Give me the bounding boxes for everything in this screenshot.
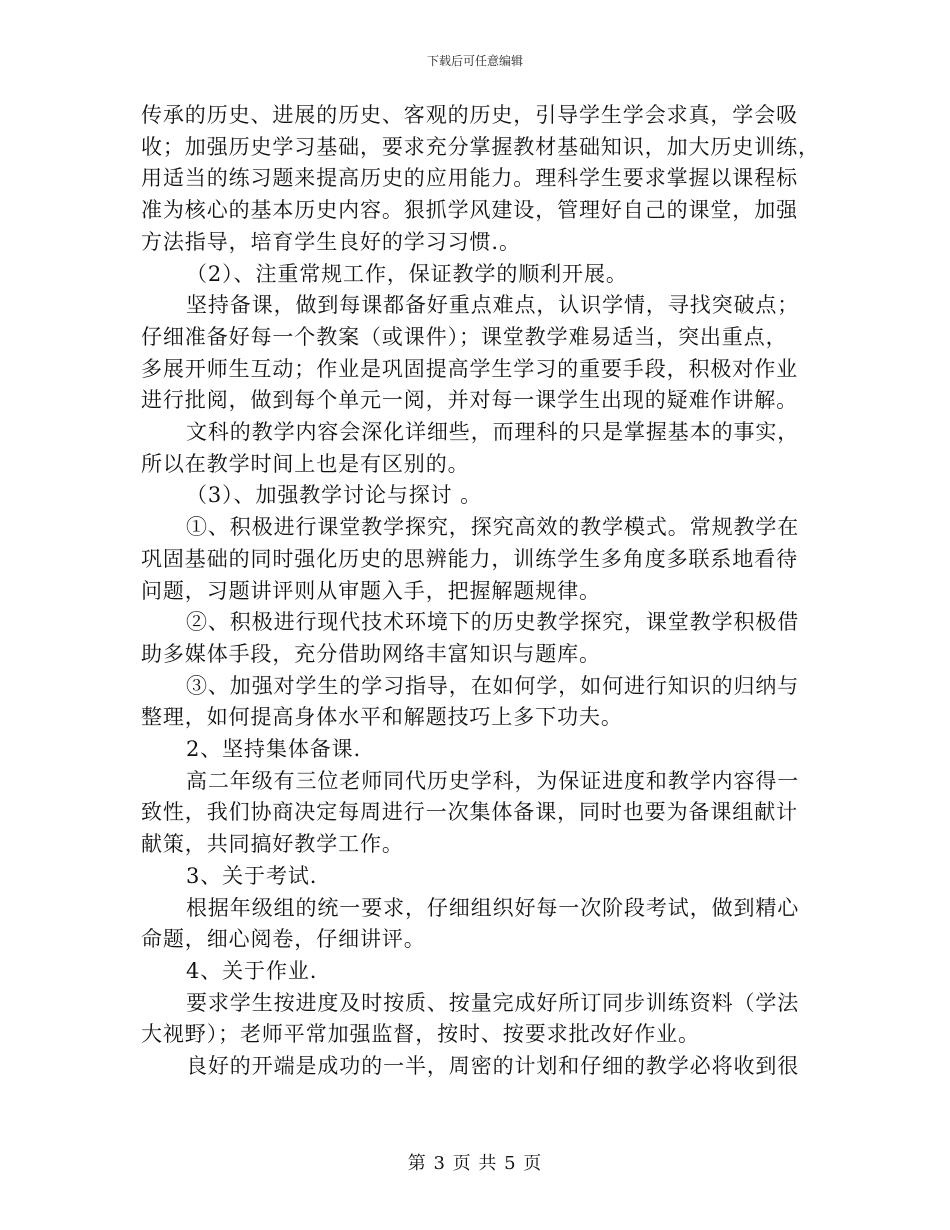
paragraph-line: 问题，习题讲评则从审题入手，把握解题规律。 [141,578,601,603]
paragraph-line: 文科的教学内容会深化详细些，而理科的只是掌握基本的事实， [186,420,800,445]
section-heading: 4、关于作业. [186,958,318,983]
section-heading: （3）、加强教学讨论与探讨 。 [186,483,483,508]
paragraph-line: 所以在教学时间上也是有区别的。 [141,451,470,476]
paragraph-line: ③、加强对学生的学习指导，在如何学，如何进行知识的归纳与 [186,673,800,698]
paragraph-line: 良好的开端是成功的一半，周密的计划和仔细的教学必将收到很 [186,1054,800,1079]
paragraph-line: ①、积极进行课堂教学探究，探究高效的教学模式。常规教学在 [186,515,800,540]
paragraph-line: 命题，细心阅卷，仔细讲评。 [141,927,426,952]
paragraph-line: 用适当的练习题来提高历史的应用能力。理科学生要求掌握以课程标 [141,166,798,191]
paragraph-line: 坚持备课，做到每课都备好重点难点，认识学情，寻找突破点； [186,293,800,318]
paragraph-line: 助多媒体手段，充分借助网络丰富知识与题库。 [141,641,601,666]
paragraph-line: 仔细准备好每一个教案（或课件）；课堂教学难易适当，突出重点， [141,324,788,349]
paragraph-line: 致性，我们协商决定每周进行一次集体备课，同时也要为备课组献计 [141,800,798,825]
paragraph-line: ②、积极进行现代技术环境下的历史教学探究，课堂教学积极借 [186,610,800,635]
paragraph-line: 多展开师生互动；作业是巩固提高学生学习的重要手段，积极对作业 [141,356,798,381]
page-header: 下载后可任意编辑 [426,54,523,68]
paragraph-line: 要求学生按进度及时按质、按量完成好所订同步训练资料（学法 [186,990,800,1015]
section-heading: （2）、注重常规工作，保证教学的顺利开展。 [186,261,628,286]
document-body [141,100,820,1083]
paragraph-line: 进行批阅，做到每个单元一阅，并对每一课学生出现的疑难作讲解。 [141,388,798,413]
paragraph-line: 根据年级组的统一要求，仔细组织好每一次阶段考试，做到精心 [186,895,800,920]
paragraph-line: 整理，如何提高身体水平和解题技巧上多下功夫。 [141,705,623,730]
paragraph-line: 传承的历史、进展的历史、客观的历史，引导学生学会求真，学会吸 [141,103,798,127]
section-heading: 3、关于考试. [186,863,318,888]
paragraph-line: 方法指导，培育学生良好的学习习惯.。 [141,229,521,254]
paragraph-line: 献策，共同搞好教学工作。 [141,832,404,857]
paragraph-line: 大视野）；老师平常加强监督，按时、按要求批改好作业。 [141,1022,700,1047]
paragraph-line: 准为核心的基本历史内容。狠抓学风建设，管理好自己的课堂，加强 [141,198,798,223]
section-heading: 2、坚持集体备课. [186,737,362,762]
paragraph-line: 收；加强历史学习基础，要求充分掌握教材基础知识，加大历史训练， [141,134,820,159]
page-number: 第 3 页 共 5 页 [407,1153,543,1174]
paragraph-line: 巩固基础的同时强化历史的思辨能力，训练学生多角度多联系地看待 [141,546,798,571]
paragraph-line: 高二年级有三位老师同代历史学科，为保证进度和教学内容得一 [186,768,800,793]
